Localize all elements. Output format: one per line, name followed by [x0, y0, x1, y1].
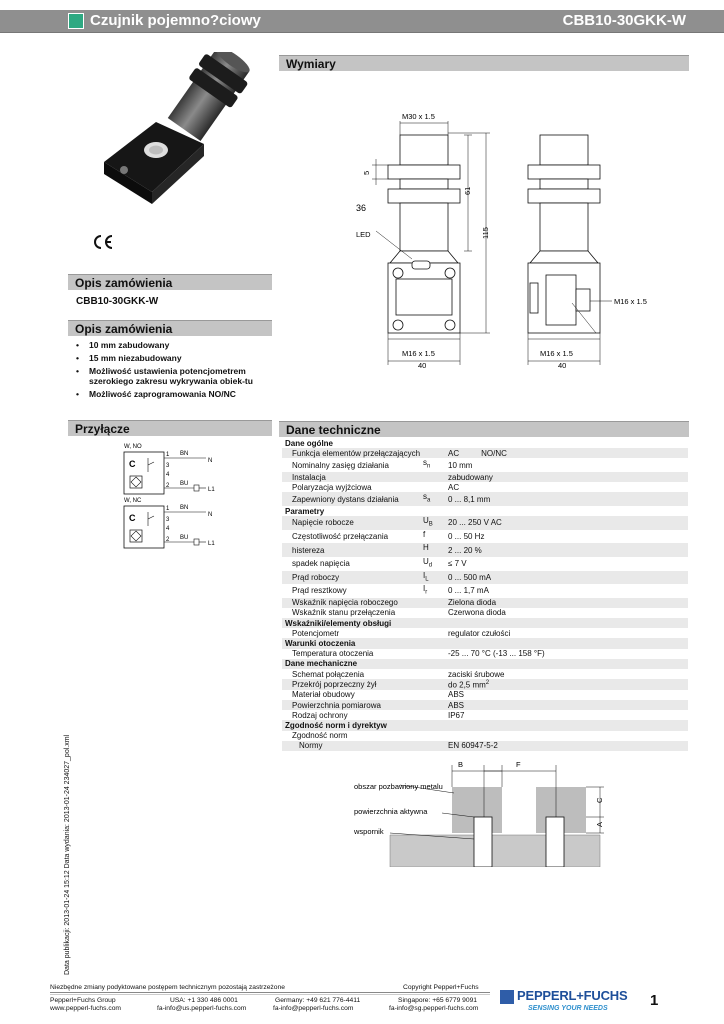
spec-symbol: $U_B$: [423, 516, 448, 530]
table-row: [282, 628, 688, 638]
spec-value: Zielona dioda: [448, 598, 688, 608]
footer-sg-mail[interactable]: fa-info@sg.pepperl-fuchs.com: [389, 1005, 479, 1012]
spec-symbol: [423, 679, 448, 690]
dim-36: 36: [356, 203, 367, 213]
table-row: [282, 543, 688, 557]
spec-symbol: $I_r$: [423, 584, 428, 596]
spec-value: Czerwona dioda: [448, 608, 506, 618]
spec-label: Powierzchnia pomiarowa: [282, 700, 423, 710]
dim-115: 115: [481, 227, 490, 239]
spec-value: 0 ... 1,7 mA: [448, 586, 489, 596]
spec-value: EN 60947-5-2: [448, 741, 688, 751]
svg-text:BU: BU: [180, 481, 189, 487]
svg-text:N: N: [208, 512, 213, 518]
footer-usa-phone: USA: +1 330 486 0001: [170, 997, 238, 1004]
page-title: Czujnik pojemno?ciowy: [90, 12, 261, 29]
section-heading-label: Wskaźniki/elementy obsługi: [282, 618, 688, 628]
spec-label: Temperatura otoczenia: [292, 649, 374, 659]
spec-symbol: [423, 690, 448, 700]
dim-width-left: 40: [418, 361, 427, 370]
spec-value: 0 ... 500 mA: [448, 571, 688, 585]
spec-label: Wskaźnik napięcia roboczego: [282, 598, 423, 608]
table-row: [282, 448, 688, 458]
dim-width-right: 40: [558, 361, 567, 370]
dim-led: LED: [356, 230, 371, 239]
spec-symbol: [423, 628, 448, 638]
spec-value: 20 ... 250 V AC: [448, 516, 688, 530]
section-heading-label: Zgodność norm i dyrektyw: [282, 720, 688, 730]
svg-text:BN: BN: [180, 451, 189, 457]
install-label-c: C: [595, 797, 604, 803]
spec-symbol: $s_a$: [423, 492, 448, 506]
install-holder-label: wspornik: [354, 827, 384, 836]
spec-value: ≤ 7 V: [448, 559, 467, 569]
install-active-surface-label: powierzchnia aktywna: [354, 807, 428, 816]
spec-value: [448, 731, 688, 741]
spec-symbol: [423, 710, 448, 720]
page-number: 1: [650, 992, 659, 1009]
table-row: [282, 571, 688, 585]
install-label-b: B: [458, 760, 464, 769]
table-row: [282, 516, 688, 530]
spec-value: 0 ... 50 Hz: [448, 532, 485, 542]
spec-value: ABS: [448, 700, 688, 710]
mounting-plate: [390, 835, 600, 867]
technical-table: [282, 438, 688, 751]
feature-item: • Możliwość ustawienia potencjometrem szerokiego zakresu wykrywania obiek-tu: [76, 366, 276, 386]
dim-thread-side: M16 x 1.5: [614, 297, 647, 306]
spec-label: Zgodność norm: [292, 731, 348, 741]
technical-section-title: Dane techniczne: [279, 421, 689, 437]
spec-value: 0 ... 8,1 mm: [448, 492, 688, 506]
install-label-f: F: [516, 760, 521, 769]
dim-61: 61: [463, 186, 472, 195]
spec-value: do 2,5 $mm^2$: [448, 679, 688, 690]
footer-sg-phone: Singapore: +65 6779 9091: [398, 997, 478, 1004]
spec-label: Schemat połączenia: [292, 669, 365, 679]
company-tagline: SENSING YOUR NEEDS: [528, 1005, 608, 1012]
svg-text:BU: BU: [180, 535, 189, 541]
spec-label: Funkcja elementów przełączających: [282, 448, 423, 458]
header-accent-square: [68, 13, 84, 29]
company-logo: PEPPERL+FUCHS: [517, 988, 628, 1003]
spec-value: zabudowany: [448, 472, 688, 482]
spec-label: Napięcie robocze: [282, 516, 423, 530]
table-row: [282, 557, 688, 571]
spec-symbol: [423, 731, 448, 741]
spec-symbol: $U_d$: [423, 556, 433, 569]
footer-divider-light: [50, 994, 490, 995]
spec-label: Przekrój poprzeczny żył: [282, 679, 423, 690]
footer-de-phone: Germany: +49 621 776-4411: [275, 997, 361, 1004]
feature-item: • 15 mm niezabudowany: [76, 353, 276, 363]
table-section-heading: [282, 720, 688, 730]
table-section-heading: [282, 618, 688, 628]
spec-symbol: f: [423, 529, 426, 539]
table-section-heading: [282, 438, 688, 448]
installation-drawing: [350, 757, 610, 867]
spec-label: Normy: [282, 741, 423, 751]
ce-mark-icon: [92, 234, 114, 250]
spec-label: Prąd resztkowy: [292, 586, 347, 596]
spec-value: 10 mm: [448, 460, 473, 470]
table-section-heading: [282, 638, 688, 648]
table-row: [282, 530, 688, 544]
table-row: [282, 669, 688, 679]
dim-5: 5: [362, 170, 371, 175]
svg-text:C: C: [129, 513, 136, 523]
spec-label: Materiał obudowy: [292, 690, 355, 700]
spec-value: -25 ... 70 °C (-13 ... 158 °F): [448, 649, 545, 659]
spec-label: spadek napięcia: [292, 559, 350, 569]
table-row: [282, 472, 688, 482]
svg-text:L1: L1: [208, 487, 215, 493]
product-code: CBB10-30GKK-W: [562, 12, 686, 29]
sensor-right: [546, 817, 564, 867]
dim-thread-bottom-right: M16 x 1.5: [540, 349, 573, 358]
table-section-heading: [282, 659, 688, 669]
svg-text:4: 4: [166, 526, 170, 532]
table-row: [282, 598, 688, 608]
svg-text:C: C: [129, 459, 136, 469]
footer-usa-mail[interactable]: fa-info@us.pepperl-fuchs.com: [157, 1005, 247, 1012]
spec-value: ABS: [448, 690, 465, 700]
svg-text:N: N: [208, 458, 213, 464]
spec-label: Rodzaj ochrony: [292, 710, 348, 720]
svg-text:3: 3: [166, 463, 170, 469]
table-row: [282, 608, 688, 618]
table-row: [282, 492, 688, 506]
feature-item: • Możliwość zaprogramowania NO/NC: [76, 389, 276, 399]
table-row: [282, 458, 688, 472]
spec-symbol: [423, 741, 448, 751]
table-row: [282, 700, 688, 710]
front-view: [388, 135, 460, 333]
table-row: [282, 649, 688, 659]
features-section-title: Opis zamówienia: [68, 320, 272, 336]
svg-text:2: 2: [166, 537, 170, 543]
spec-symbol: [423, 448, 448, 458]
spec-value: IP67: [448, 710, 465, 720]
table-row: [282, 690, 688, 700]
publication-date: Data publikacji: 2013-01-24 15:12 Data wydania: 2013-01-24 234027_pol.xml: [64, 734, 71, 975]
spec-label: Polaryzacja wyjżciowa: [292, 482, 372, 492]
footer-divider: [50, 992, 490, 993]
spec-symbol: [423, 608, 448, 618]
spec-label: Wskaźnik stanu przełączenia: [292, 608, 396, 618]
svg-text:BN: BN: [180, 505, 189, 511]
svg-text:2: 2: [166, 483, 170, 489]
spec-symbol: [423, 598, 448, 608]
spec-label: Prąd roboczy: [282, 571, 423, 585]
spec-value: AC: [448, 482, 460, 492]
table-row: [282, 584, 688, 598]
svg-text:4: 4: [166, 472, 170, 478]
svg-text:3: 3: [166, 517, 170, 523]
spec-symbol: $s_n$: [423, 458, 431, 470]
spec-value: 2 ... 20 %: [448, 543, 688, 557]
svg-text:L1: L1: [208, 541, 215, 547]
spec-label: Potencjometr: [292, 628, 340, 638]
section-heading-label: Dane ogólne: [285, 438, 334, 448]
section-heading-label: Warunki otoczenia: [282, 638, 688, 648]
install-metal-free-label: obszar pozbawiony metalu: [354, 782, 443, 791]
spec-value: zaciski śrubowe: [448, 669, 505, 679]
table-section-heading: [282, 506, 688, 516]
spec-symbol: [423, 669, 448, 679]
table-row: [282, 679, 688, 690]
spec-label: Instalacja: [282, 472, 423, 482]
spec-symbol: [423, 649, 448, 659]
sensor-left: [474, 817, 492, 867]
dimension-drawing: [340, 103, 670, 373]
spec-symbol: H: [423, 543, 448, 557]
install-label-a: A: [595, 821, 604, 827]
footer-copyright: Copyright Pepperl+Fuchs: [403, 984, 479, 991]
spec-value: AC NO/NC: [448, 448, 688, 458]
spec-label: Nominalny zasięg działania: [292, 460, 389, 470]
table-row: [282, 482, 688, 492]
spec-symbol: [423, 482, 448, 492]
spec-label: Zapewniony dystans działania: [282, 492, 423, 506]
footer-group: Pepperl+Fuchs Group: [50, 997, 116, 1004]
connection-nc-block: [124, 498, 215, 548]
footer-de-mail[interactable]: fa-info@pepperl-fuchs.com: [273, 1005, 354, 1012]
side-view: [528, 135, 600, 333]
spec-symbol: [423, 472, 448, 482]
page-header: [0, 10, 724, 32]
dim-thread-top: M30 x 1.5: [402, 112, 435, 121]
footer-notice: Niezbędne zmiany podyktowane postępem technicznym pozostają zastrzeżone: [50, 984, 285, 991]
table-row: [282, 710, 688, 720]
feature-list: [76, 340, 276, 402]
spec-value: regulator czułości: [448, 628, 511, 638]
product-photo: [84, 52, 274, 210]
spec-label: Częstotliwość przełączania: [292, 532, 389, 542]
connection-diagram: [120, 440, 230, 562]
connection-no-block: [124, 444, 215, 494]
connection-section-title: Przyłącze: [68, 420, 272, 436]
section-heading-label: Parametry: [285, 506, 325, 516]
order-code: CBB10-30GKK-W: [76, 296, 159, 307]
connection-no-label: W, NO: [124, 444, 142, 450]
svg-text:1: 1: [166, 452, 170, 458]
order-section-title: Opis zamówienia: [68, 274, 272, 290]
connection-nc-label: W, NC: [124, 498, 142, 504]
section-heading-label: Dane mechaniczne: [282, 659, 688, 669]
feature-item: • 10 mm zabudowany: [76, 340, 276, 350]
header-divider: [0, 32, 724, 33]
spec-symbol: $I_L$: [423, 571, 448, 585]
table-row: [282, 741, 688, 751]
table-row: [282, 731, 688, 741]
dimensions-section-title: Wymiary: [279, 55, 689, 71]
spec-label: histereza: [282, 543, 423, 557]
dim-thread-bottom-left: M16 x 1.5: [402, 349, 435, 358]
spec-symbol: [423, 700, 448, 710]
footer-website[interactable]: www.pepperl-fuchs.com: [50, 1005, 121, 1012]
svg-text:1: 1: [166, 506, 170, 512]
logo-mark-icon: [500, 990, 514, 1004]
